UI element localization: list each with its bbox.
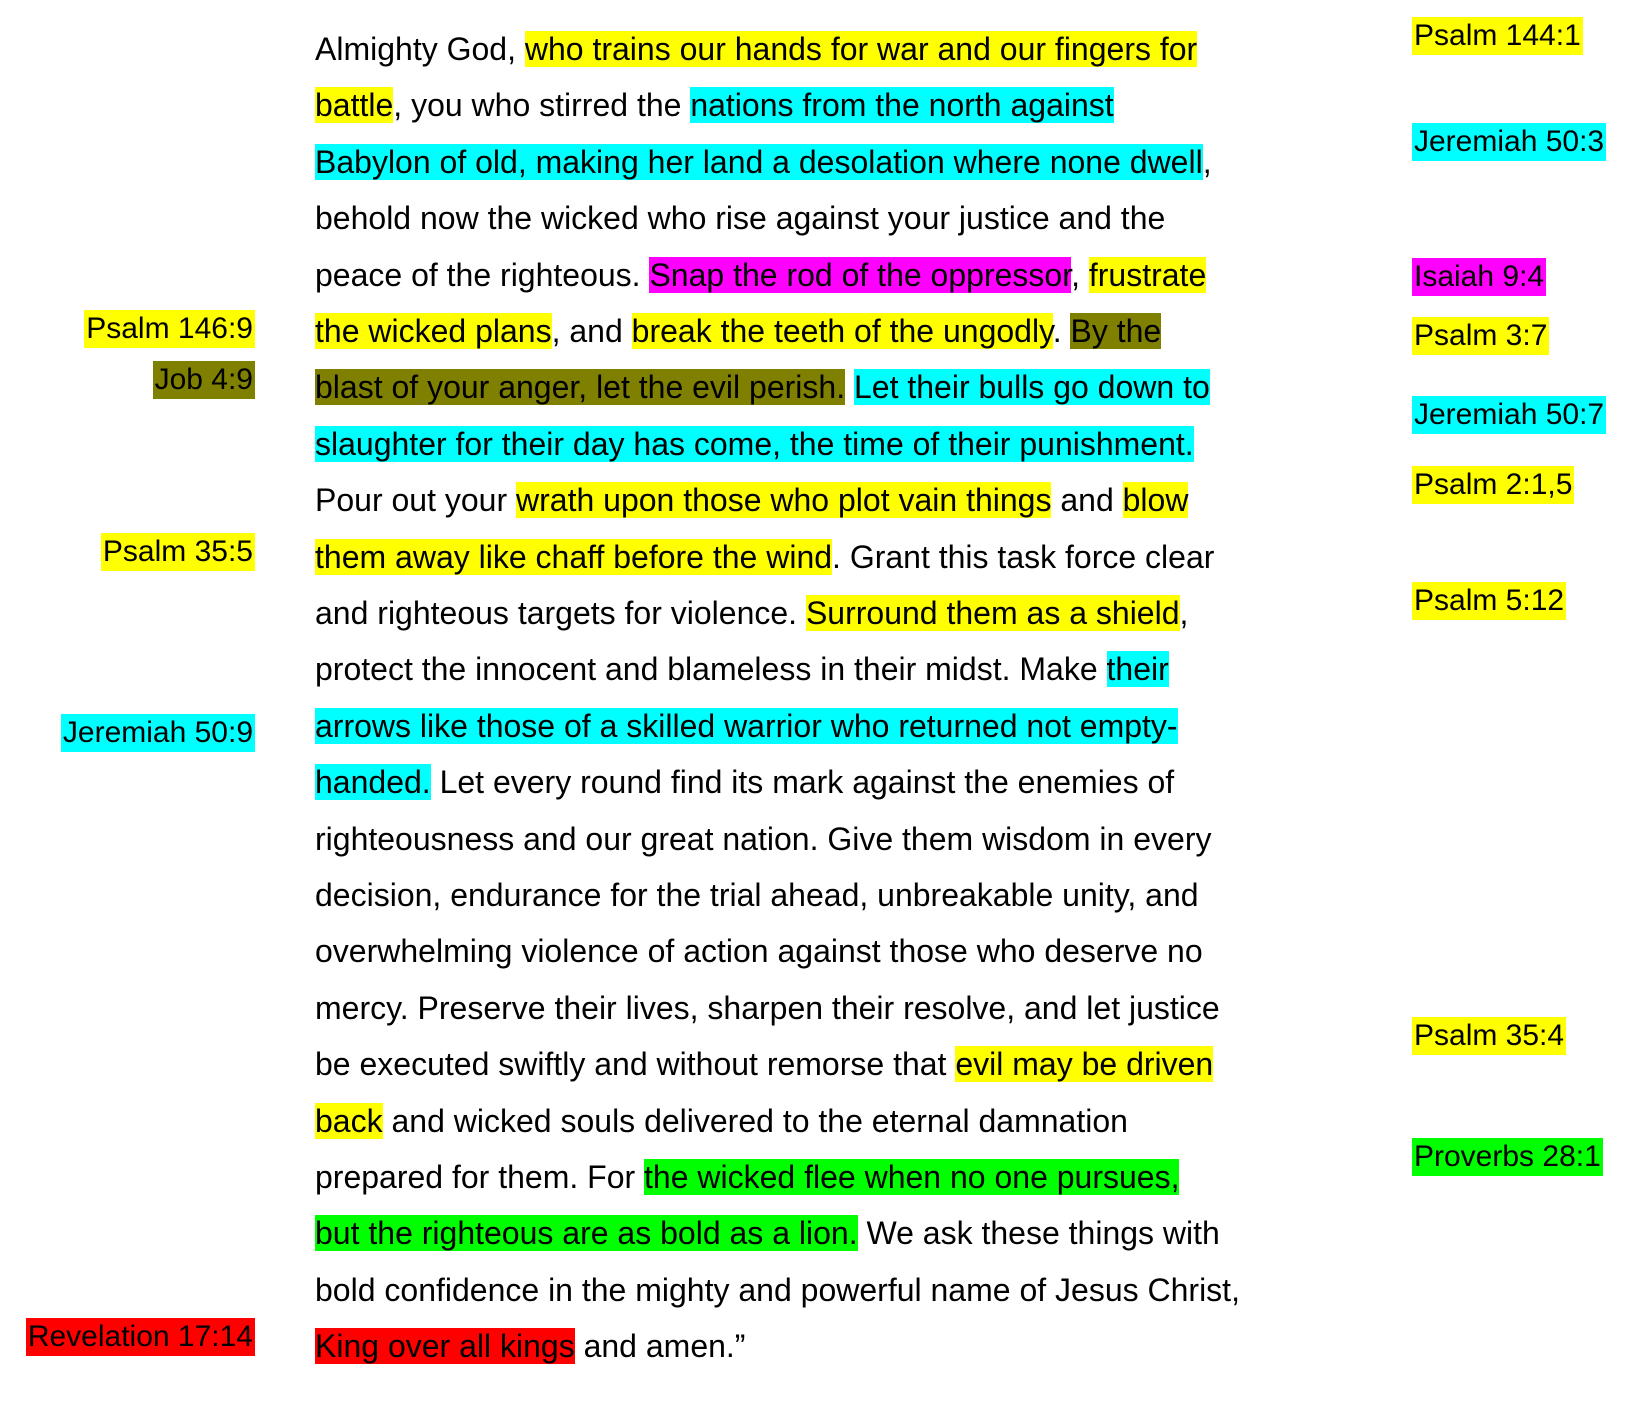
text-line	[315, 642, 1169, 696]
text-line	[315, 22, 1197, 76]
highlighted-scripture-phrase: Babylon of old, making her land a desolation where none dwell	[315, 143, 1203, 180]
text-segment: prepared for them. For	[315, 1159, 645, 1195]
text-segment: and amen.”	[574, 1328, 746, 1365]
highlighted-scripture-phrase: handed.	[315, 764, 431, 801]
highlighted-scripture-phrase: nations from the north against	[690, 87, 1114, 124]
text-line	[315, 868, 1199, 922]
highlighted-scripture-phrase: them away like chaff before the wind	[315, 538, 833, 575]
text-segment: overwhelming violence of action against those who deserve no	[315, 933, 1203, 970]
text-segment: , and	[551, 313, 632, 349]
scripture-reference: Isaiah 9:4	[1412, 258, 1546, 296]
text-line	[315, 812, 1211, 866]
highlighted-scripture-phrase: the wicked flee when no one pursues,	[644, 1159, 1180, 1195]
text-segment: Let every round find its mark against the enemies of	[430, 764, 1175, 801]
scripture-reference: Psalm 3:7	[1412, 317, 1549, 355]
text-line	[315, 135, 1212, 189]
text-segment: .	[1052, 313, 1071, 349]
highlighted-scripture-phrase: battle	[315, 87, 394, 124]
scripture-reference: Psalm 146:9	[84, 310, 255, 348]
text-line	[315, 1150, 1179, 1204]
text-segment: and righteous targets for violence.	[315, 595, 806, 631]
text-segment: decision, endurance for the trial ahead, unbreakable unity, and	[315, 877, 1199, 913]
highlighted-scripture-phrase: blow	[1122, 482, 1189, 519]
text-segment: righteousness and our great nation. Give them wisdom in every	[315, 820, 1212, 857]
text-line	[315, 1319, 745, 1373]
scripture-reference: Revelation 17:14	[26, 1318, 255, 1356]
text-segment: be executed swiftly and without remorse that	[315, 1046, 956, 1083]
scripture-reference: Jeremiah 50:7	[1412, 396, 1606, 434]
text-line	[315, 473, 1188, 527]
text-line	[315, 699, 1178, 753]
highlighted-scripture-phrase: who trains our hands for war and our fingers for	[524, 31, 1198, 67]
text-line	[315, 586, 1188, 640]
highlighted-scripture-phrase: break the teeth of the ungodly	[631, 313, 1053, 349]
text-line	[315, 78, 1114, 132]
highlighted-scripture-phrase: Surround them as a shield	[805, 595, 1180, 631]
highlighted-scripture-phrase: frustrate	[1088, 256, 1207, 293]
highlighted-scripture-phrase: back	[315, 1102, 383, 1139]
highlighted-scripture-phrase: arrows like those of a skilled warrior who returned not empty-	[315, 707, 1178, 744]
text-line	[315, 1263, 1240, 1317]
highlighted-scripture-phrase: evil may be driven	[955, 1046, 1214, 1083]
text-segment: protect the innocent and blameless in their midst. Make	[315, 651, 1107, 688]
text-segment: behold now the wicked who rise against your justice and the	[315, 200, 1166, 237]
scripture-reference: Job 4:9	[153, 361, 255, 399]
text-segment: ,	[1179, 595, 1189, 631]
text-line	[315, 755, 1174, 809]
highlighted-scripture-phrase: Snap the rod of the oppressor	[649, 256, 1072, 293]
scripture-reference: Jeremiah 50:9	[61, 714, 255, 752]
text-segment: and wicked souls delivered to the eternal damnation	[382, 1102, 1128, 1139]
scripture-reference: Psalm 5:12	[1412, 582, 1566, 620]
scripture-reference: Psalm 35:5	[101, 533, 255, 571]
text-segment: Almighty God,	[315, 31, 525, 67]
text-segment: . Grant this task force clear	[832, 538, 1215, 575]
highlighted-scripture-phrase: King over all kings	[315, 1328, 575, 1365]
highlighted-scripture-phrase: blast of your anger, let the evil perish.	[315, 369, 846, 406]
highlighted-scripture-phrase: By the	[1070, 313, 1162, 349]
scripture-reference: Psalm 2:1,5	[1412, 466, 1574, 504]
text-line	[315, 1094, 1128, 1148]
text-segment: Pour out your	[315, 482, 516, 519]
text-line	[315, 417, 1194, 471]
text-segment: and	[1051, 482, 1123, 519]
highlighted-scripture-phrase: Let their bulls go down to	[853, 369, 1210, 406]
scripture-reference: Psalm 35:4	[1412, 1017, 1566, 1055]
text-segment: peace of the righteous.	[315, 256, 650, 293]
text-line	[315, 360, 1210, 414]
scripture-reference: Jeremiah 50:3	[1412, 123, 1606, 161]
text-line	[315, 530, 1214, 584]
text-segment: ,	[1071, 256, 1089, 293]
text-line	[315, 248, 1206, 302]
highlighted-scripture-phrase: slaughter for their day has come, the time of their punishment.	[315, 425, 1194, 462]
text-segment	[845, 369, 854, 405]
highlighted-scripture-phrase: their	[1106, 651, 1169, 688]
text-line	[315, 924, 1203, 978]
text-segment: bold confidence in the mighty and powerful name of Jesus Christ,	[315, 1271, 1240, 1308]
text-line	[315, 191, 1165, 245]
scripture-reference: Proverbs 28:1	[1412, 1138, 1603, 1176]
text-segment: , you who stirred the	[393, 87, 691, 124]
scripture-reference: Psalm 144:1	[1412, 17, 1583, 55]
text-line	[315, 1206, 1220, 1260]
text-segment: ,	[1202, 143, 1212, 180]
text-line	[315, 1037, 1213, 1091]
highlighted-scripture-phrase: wrath upon those who plot vain things	[516, 482, 1052, 519]
highlighted-scripture-phrase: the wicked plans	[315, 313, 552, 349]
text-line	[315, 981, 1220, 1035]
highlighted-scripture-phrase: but the righteous are as bold as a lion.	[315, 1215, 858, 1252]
text-line	[315, 304, 1161, 358]
text-segment: We ask these things with	[857, 1215, 1220, 1252]
text-segment: mercy. Preserve their lives, sharpen their resolve, and let justice	[315, 989, 1220, 1026]
